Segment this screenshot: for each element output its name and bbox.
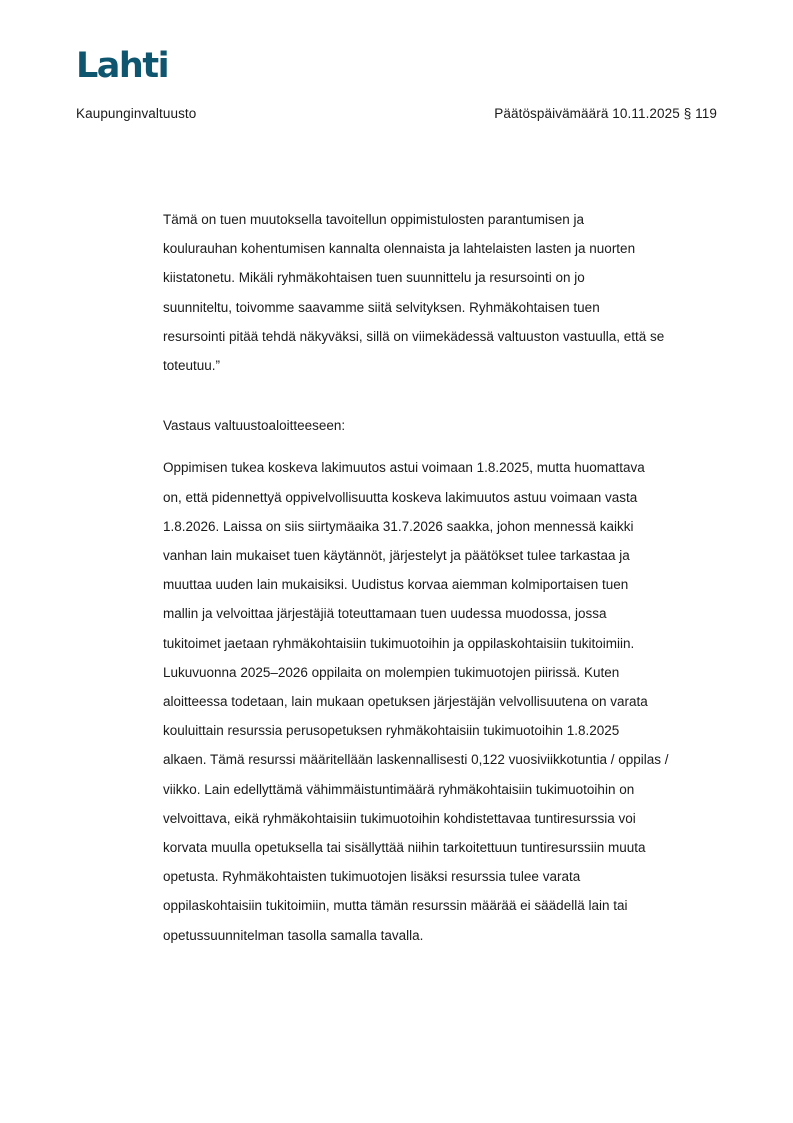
- document-body: [163, 205, 723, 950]
- organization-name: Kaupunginvaltuusto: [76, 106, 197, 121]
- decision-date: Päätöspäivämäärä 10.11.2025 § 119: [494, 106, 717, 121]
- logo-text: Lahti: [76, 46, 168, 82]
- paragraph-response: Oppimisen tukea koskeva lakimuutos astui voimaan 1.8.2025, mutta huomattava on, että pidennettyä oppivelvollisuutta koskeva lakimuutos astuu voimaan vasta 1.8.2026. Laissa on siis siirtymäaika 31.7.2026 saakka, johon mennessä kaikki vanhan lain mukaiset tuen käytännöt, järjestelyt ja päätökset tulee tarkastaa ja muuttaa uuden lain mukaisiksi. Uudistus korvaa aiemman kolmiportaisen tuen mallin ja velvoittaa järjestäjiä toteuttamaan tuen uudessa muodossa, jossa tukitoimet jaetaan ryhmäkohtaisiin tukimuotoihin ja oppilaskohtaisiin tukitoimiin. Lukuvuonna 2025–2026 oppilaita on molempien tukimuotojen piirissä. Kuten aloitteessa todetaan, lain mukaan opetuksen järjestäjän velvollisuutena on varata kouluittain resurssia perusopetuksen ryhmäkohtaisiin tukimuotoihin 1.8.2025 alkaen. Tämä resurssi määritellään laskennallisesti 0,122 vuosiviikkotuntia / oppilas / viikko. Lain edellyttämä vähimmäistuntimäärä ryhmäkohtaisiin tukimuotoihin on velvoittava, eikä ryhmäkohtaisiin tukimuotoihin kohdistettavaa tuntiresurssia voi korvata muulla opetuksella tai sisällyttää niihin tarkoitettuun tuntiresurssiin muuta opetusta. Ryhmäkohtaisten tukimuotojen lisäksi resurssia tulee varata oppilaskohtaisiin tukitoimiin, mutta tämän resurssin määrää ei säädellä lain tai opetussuunnitelman tasolla samalla tavalla.: [163, 460, 669, 943]
- response-heading: Vastaus valtuustoaloitteeseen:: [163, 418, 346, 434]
- lahti-logo: [76, 46, 168, 82]
- paragraph-quote: Tämä on tuen muutoksella tavoitellun oppimistulosten parantumisen ja koulurauhan kohentumisen kannalta olennaista ja lahtelaisten lasten ja nuorten kiistatonetu. Mikäli ryhmäkohtaisen tuen suunnittelu ja resursointi on jo suunniteltu, toivomme saavamme siitä selvityksen. Ryhmäkohtaisen tuen resursointi pitää tehdä näkyväksi, sillä on viimekädessä valtuuston vastuulla, että se toteutuu.”: [163, 212, 665, 374]
